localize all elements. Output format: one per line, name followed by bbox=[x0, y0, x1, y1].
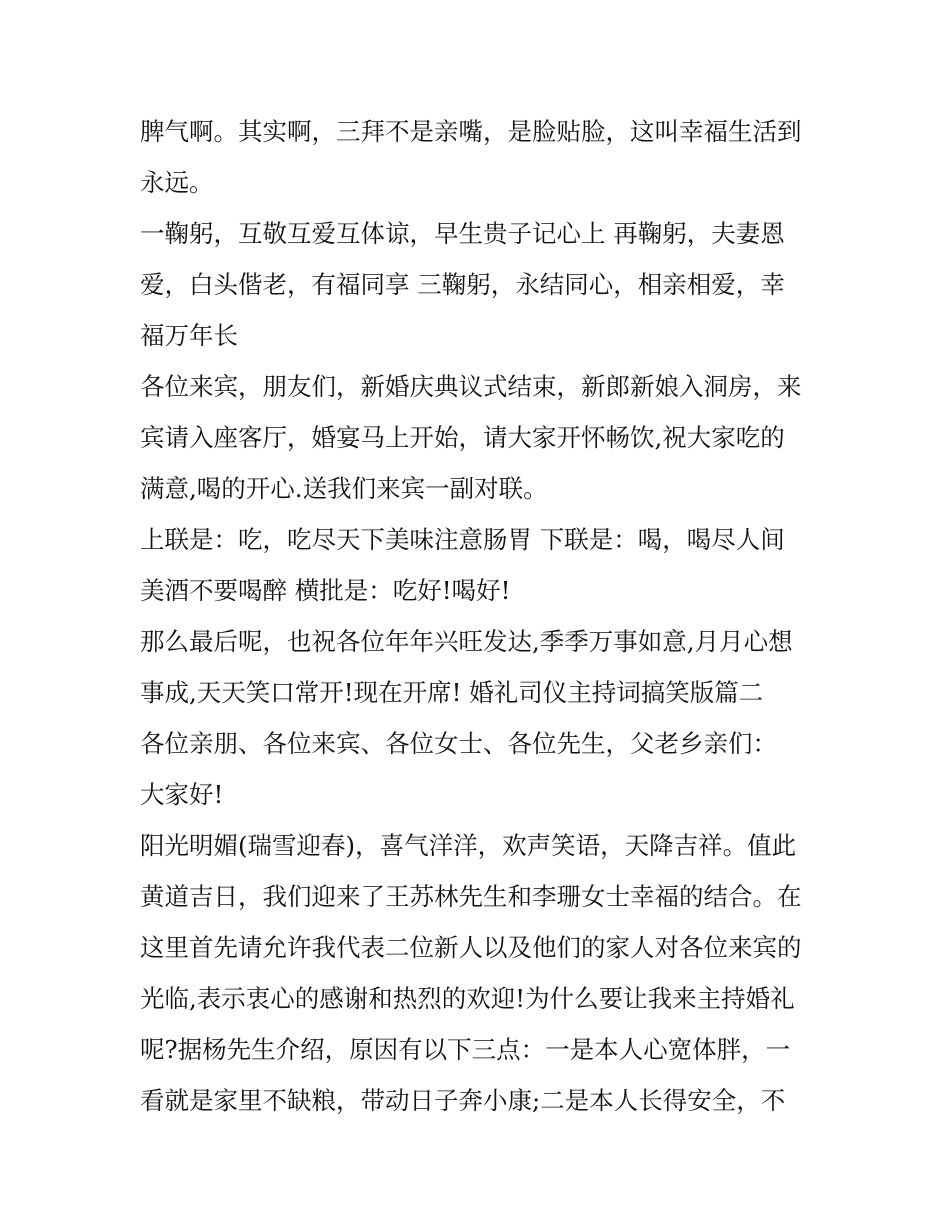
text-line: 黄道吉日，我们迎来了王苏林先生和李珊女士幸福的结合。在 bbox=[140, 882, 802, 911]
text-line: 永远。 bbox=[140, 168, 214, 197]
text-line: 一鞠躬，互敬互爱互体谅，早生贵子记心上 再鞠躬，夫妻恩 bbox=[140, 219, 785, 248]
text-line: 宾请入座客厅，婚宴马上开始，请大家开怀畅饮,祝大家吃的 bbox=[140, 423, 785, 452]
text-line: 爱，白头偕老，有福同享 三鞠躬，永结同心，相亲相爱，幸 bbox=[140, 270, 785, 299]
text-line: 这里首先请允许我代表二位新人以及他们的家人对各位来宾的 bbox=[140, 933, 802, 962]
text-line: 美酒不要喝醉 横批是：吃好!喝好! bbox=[140, 576, 511, 605]
text-line: 呢?据杨先生介绍，原因有以下三点：一是本人心宽体胖，一 bbox=[140, 1035, 791, 1064]
text-line: 满意,喝的开心.送我们来宾一副对联。 bbox=[140, 474, 548, 503]
text-line: 上联是：吃，吃尽天下美味注意肠胃 下联是：喝，喝尽人间 bbox=[140, 525, 785, 554]
text-line: 那么最后呢，也祝各位年年兴旺发达,季季万事如意,月月心想 bbox=[140, 627, 793, 656]
text-line: 脾气啊。其实啊，三拜不是亲嘴，是脸贴脸，这叫幸福生活到 bbox=[140, 117, 802, 146]
text-line: 福万年长 bbox=[140, 321, 238, 350]
text-line: 各位亲朋、各位来宾、各位女士、各位先生，父老乡亲们： bbox=[140, 729, 777, 758]
text-line: 看就是家里不缺粮，带动日子奔小康;二是本人长得安全，不 bbox=[140, 1086, 786, 1115]
text-line: 各位来宾，朋友们，新婚庆典议式结束，新郎新娘入洞房，来 bbox=[140, 372, 802, 401]
text-line: 光临,表示衷心的感谢和热烈的欢迎!为什么要让我来主持婚礼 bbox=[140, 984, 795, 1013]
text-line: 阳光明媚(瑞雪迎春)，喜气洋洋，欢声笑语，天降吉祥。值此 bbox=[140, 831, 797, 860]
document-body bbox=[140, 106, 820, 1126]
text-line: 事成,天天笑口常开!现在开席! 婚礼司仪主持词搞笑版篇二 bbox=[140, 678, 764, 707]
text-line: 大家好! bbox=[140, 780, 224, 809]
